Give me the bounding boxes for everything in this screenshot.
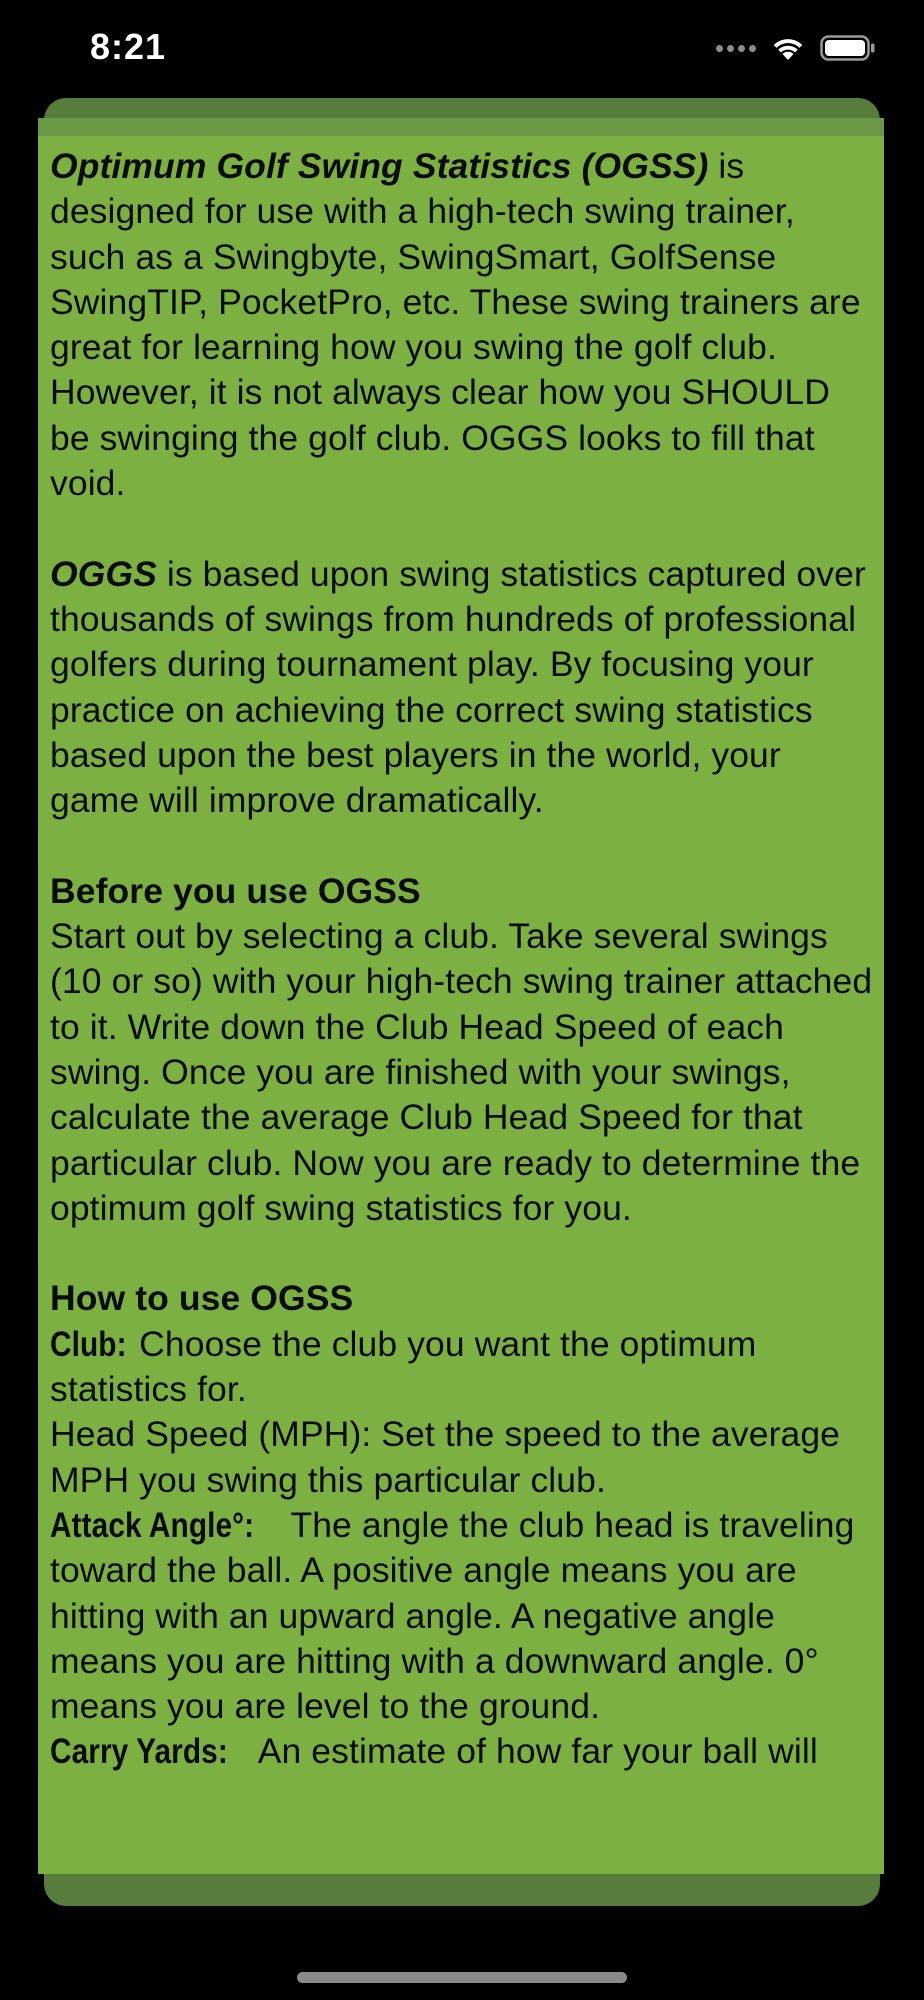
- how-heading: How to use OGSS: [50, 1278, 354, 1319]
- how-item-text: Choose the club you want the optimum statistics for.: [50, 1323, 757, 1410]
- battery-icon: [820, 35, 876, 61]
- before-section: [50, 869, 874, 1231]
- signal-icon: [716, 45, 756, 52]
- intro-paragraph: [50, 144, 874, 506]
- status-time: 8:21: [90, 26, 167, 67]
- how-item-attack-angle: [50, 1503, 874, 1729]
- intro-title: Optimum Golf Swing Statistics (OGSS): [50, 146, 709, 186]
- how-item-label: Carry Yards:: [50, 1731, 228, 1772]
- how-section: [50, 1276, 874, 1774]
- how-item-head-speed: [50, 1412, 874, 1503]
- wifi-icon: [770, 34, 806, 62]
- how-item-text: The angle the club head is traveling toward the ball. A positive angle means you are hitting with an upward angle. A negative angle means you are hitting with a downward angle. 0° means you are level to the ground.: [50, 1504, 855, 1727]
- how-item-label: Club:: [50, 1323, 127, 1364]
- how-item-club: [50, 1322, 874, 1413]
- instructions-scroll-view[interactable]: [38, 136, 884, 1874]
- intro-text: is designed for use with a high-tech swing trainer, such as a Swingbyte, SwingSmart, GolfSense SwingTIP, PocketPro, etc. These swing trainers are great for learning how you swing the golf club. However, it is not always clear how you SHOULD be swinging the golf club. OGGS looks to fill that void.: [50, 146, 861, 504]
- how-item-label: Head Speed (MPH):: [50, 1414, 372, 1455]
- how-item-label: Attack Angle°:: [50, 1504, 255, 1545]
- how-item-text: Set the speed to the average MPH you swing this particular club.: [50, 1414, 841, 1500]
- home-indicator[interactable]: [297, 1972, 627, 1983]
- instructions-text: [38, 136, 884, 1775]
- before-heading: Before you use OGSS: [50, 870, 421, 911]
- before-text: Start out by selecting a club. Take several swings (10 or so) with your high-tech swing trainer attached to it. Write down the Club Head Speed of each swing. Once you are finished with your swings, calculate the average Club Head Speed for that particular club. Now you are ready to determine the optimum golf swing statistics for you.: [50, 916, 873, 1228]
- status-icons: [716, 34, 876, 62]
- card-top-band: [38, 118, 884, 136]
- status-bar: [0, 0, 924, 100]
- how-item-text: An estimate of how far your ball will: [249, 1731, 818, 1772]
- how-item-carry-yards: [50, 1729, 874, 1774]
- about-text: is based upon swing statistics captured over thousands of swings from hundreds of professional golfers during tournament play. By focusing your practice on achieving the correct swing statistics based upon the best players in the world, your game will improve dramatically.: [50, 553, 866, 821]
- about-title: OGGS: [50, 553, 157, 594]
- about-paragraph: [50, 552, 874, 824]
